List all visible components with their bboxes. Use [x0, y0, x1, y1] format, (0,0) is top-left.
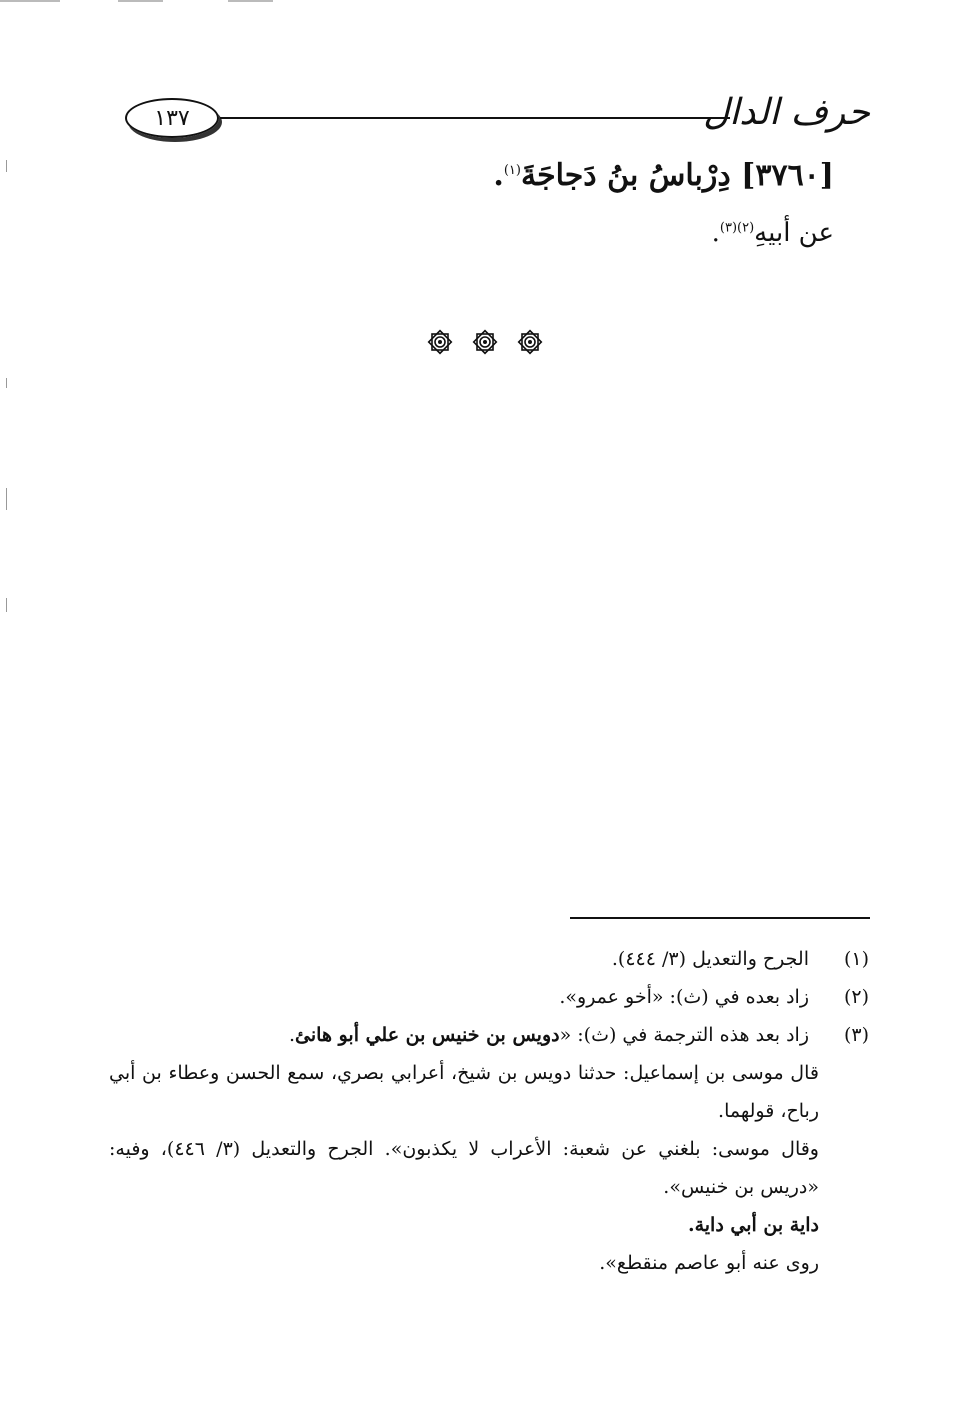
page-header: [125, 92, 870, 144]
footnote-text: زاد بعد هذه الترجمة في (ث): «: [559, 1024, 809, 1046]
footnote-paragraph: وقال موسى: بلغني عن شعبة: الأعراب لا يكذبون». الجرح والتعديل (٣/ ٤٤٦)، وفيه: «دريس بن خنيس».: [109, 1138, 819, 1198]
footnotes: [109, 940, 869, 1282]
page-number: ١٣٧: [154, 105, 190, 131]
footnote: [109, 978, 869, 1016]
footnote-subheading: داية بن أبي داية.: [687, 1214, 819, 1236]
footnote-text: الجرح والتعديل (٣/ ٤٤٤).: [611, 948, 809, 970]
footnote-number: (٣): [843, 1024, 869, 1046]
footnote-ref: (٢)(٣): [719, 220, 755, 236]
chapter-title: حرف الدال: [703, 92, 870, 133]
footnote: (٣) زاد بعد هذه الترجمة في (ث): «دويس بن خنيس بن علي أبو هانئ.: [109, 1016, 869, 1054]
page-number-badge: [125, 98, 219, 138]
eight-point-rosette-icon: [425, 327, 455, 357]
footnote-ref: (١): [503, 163, 521, 178]
section-ornaments: [425, 322, 545, 362]
entry-heading-text: [٣٧٦٠] دِرْباسُ بنُ دَجاجَةَ: [520, 158, 834, 193]
scan-edge-mark: [6, 160, 7, 172]
entry-heading: [٣٧٦٠] دِرْباسُ بنُ دَجاجَةَ$^{(١)}$.: [493, 158, 834, 193]
footnote-separator: [570, 917, 870, 919]
entry-text: عن أبيهِ$^{(٢)(٣)}$.: [711, 218, 834, 248]
eight-point-rosette-icon: [470, 327, 500, 357]
footnote-number: (١): [843, 948, 869, 970]
scan-edge-mark: [6, 598, 7, 612]
footnote-text: زاد بعده في (ث): «أخو عمرو».: [559, 986, 809, 1008]
footnote-bold-text: دويس بن خنيس بن علي أبو هانئ: [295, 1024, 560, 1046]
footnote-number: (٢): [843, 986, 869, 1008]
footnote-paragraph: قال موسى بن إسماعيل: حدثنا دويس بن شيخ، أعرابي بصري، سمع الحسن وعطاء بن أبي رباح، قولهما.: [109, 1062, 819, 1122]
scan-edge-mark: [6, 378, 7, 388]
scan-edge-mark: [6, 488, 7, 510]
eight-point-rosette-icon: [515, 327, 545, 357]
footnote-paragraph: روى عنه أبو عاصم منقطع».: [599, 1252, 819, 1274]
entry-text-body: عن أبيهِ: [754, 218, 834, 248]
footnote: [109, 940, 869, 978]
header-rule: [220, 117, 730, 119]
